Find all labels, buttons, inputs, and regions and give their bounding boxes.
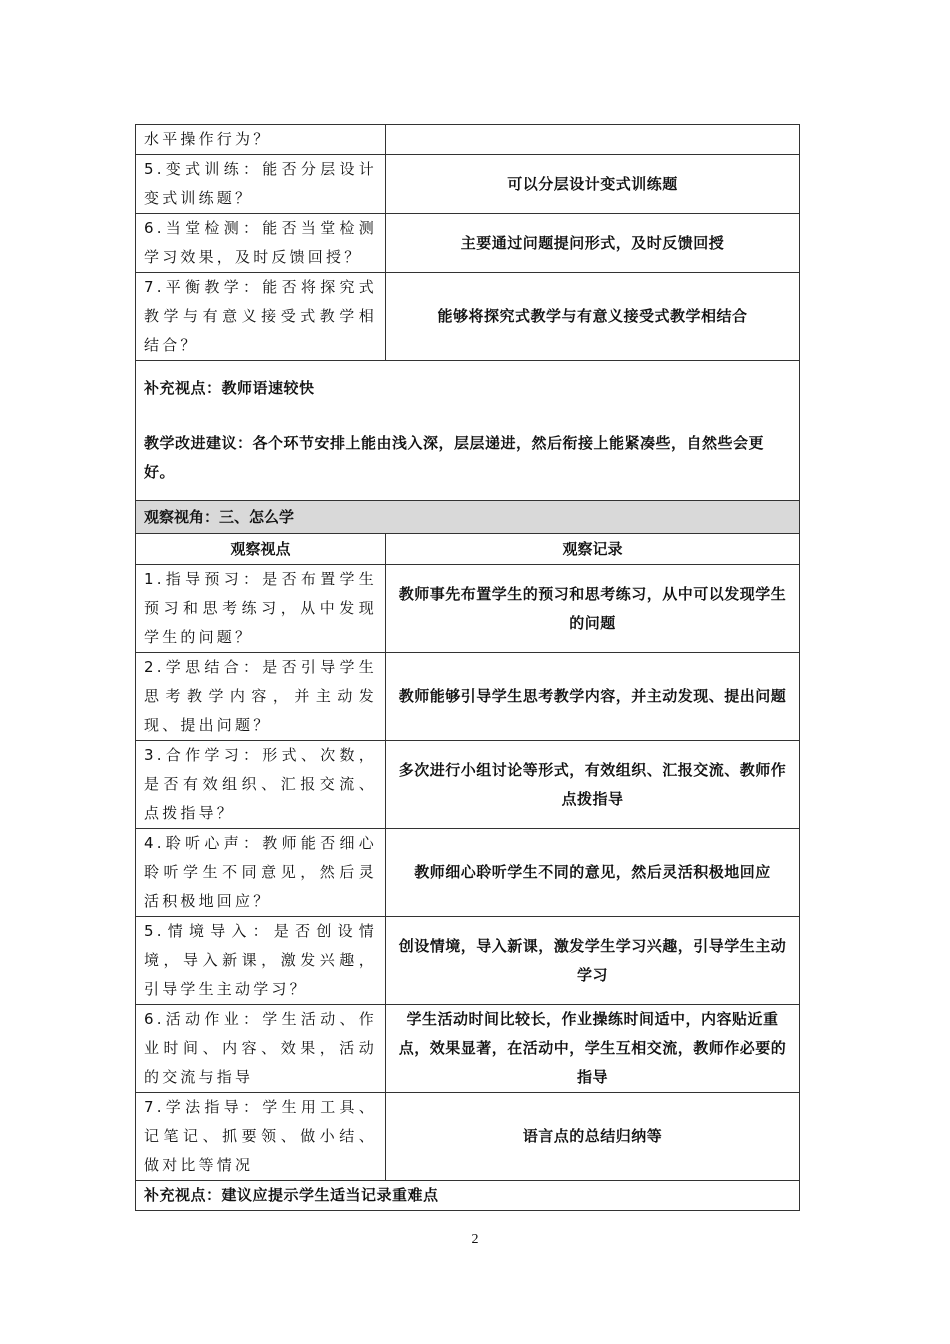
header-row: [136, 534, 800, 565]
record-cell: 教师能够引导学生思考教学内容，并主动发现、提出问题: [386, 653, 800, 741]
record-cell: [386, 125, 800, 155]
table-row: [136, 1005, 800, 1093]
improvement-suggestion: 教学改进建议：各个环节安排上能由浅入深，层层递进，然后衔接上能紧凑些，自然些会更好。: [144, 434, 765, 481]
supplement-row: [136, 1181, 800, 1211]
table-row: [136, 829, 800, 917]
table-row: [136, 653, 800, 741]
record-cell: 可以分层设计变式训练题: [386, 155, 800, 214]
table-row: [136, 565, 800, 653]
supplement-text: 补充视点：教师语速较快: [144, 379, 315, 397]
section-row: [136, 501, 800, 534]
record-cell: 学生活动时间比较长，作业操练时间适中，内容贴近重点，效果显著，在活动中，学生互相交流，教师作必要的指导: [386, 1005, 800, 1093]
viewpoint-cell: 1.指导预习：是否布置学生预习和思考练习，从中发现学生的问题？: [136, 565, 386, 653]
table-row: [136, 125, 800, 155]
record-cell: 教师事先布置学生的预习和思考练习，从中可以发现学生的问题: [386, 565, 800, 653]
record-cell: 多次进行小组讨论等形式，有效组织、汇报交流、教师作点拨指导: [386, 741, 800, 829]
observation-table: [135, 124, 800, 1211]
page-number: 2: [471, 1232, 479, 1247]
viewpoint-cell: 4.聆听心声：教师能否细心聆听学生不同意见，然后灵活积极地回应？: [136, 829, 386, 917]
record-cell: 语言点的总结归纳等: [386, 1093, 800, 1181]
table-row: [136, 214, 800, 273]
viewpoint-cell: 6.活动作业：学生活动、作业时间、内容、效果，活动的交流与指导: [136, 1005, 386, 1093]
viewpoint-cell: 2.学思结合：是否引导学生思考教学内容，并主动发现、提出问题？: [136, 653, 386, 741]
viewpoint-cell: 水平操作行为？: [136, 125, 386, 155]
record-cell: 教师细心聆听学生不同的意见，然后灵活积极地回应: [386, 829, 800, 917]
record-cell: 能够将探究式教学与有意义接受式教学相结合: [386, 273, 800, 361]
table-row: [136, 155, 800, 214]
record-cell: 创设情境，导入新课，激发学生学习兴趣，引导学生主动学习: [386, 917, 800, 1005]
viewpoint-cell: 7.平衡教学：能否将探究式教学与有意义接受式教学相结合？: [136, 273, 386, 361]
viewpoint-cell: 3.合作学习：形式、次数，是否有效组织、汇报交流、点拨指导？: [136, 741, 386, 829]
viewpoint-cell: 5.情境导入：是否创设情境，导入新课，激发兴趣，引导学生主动学习？: [136, 917, 386, 1005]
supplement-cell: [136, 361, 800, 501]
column-header-viewpoint: 观察视点: [136, 534, 386, 565]
viewpoint-cell: 7.学法指导：学生用工具、记笔记、抓要领、做小结、做对比等情况: [136, 1093, 386, 1181]
supplement-row: [136, 361, 800, 501]
table-row: [136, 273, 800, 361]
section-title: 观察视角：三、怎么学: [136, 501, 800, 534]
table-row: [136, 1093, 800, 1181]
column-header-record: 观察记录: [386, 534, 800, 565]
viewpoint-cell: 5.变式训练：能否分层设计变式训练题？: [136, 155, 386, 214]
supplement-cell: 补充视点：建议应提示学生适当记录重难点: [136, 1181, 800, 1211]
viewpoint-cell: 6.当堂检测：能否当堂检测学习效果，及时反馈回授？: [136, 214, 386, 273]
table-row: [136, 917, 800, 1005]
table-row: [136, 741, 800, 829]
record-cell: 主要通过问题提问形式，及时反馈回授: [386, 214, 800, 273]
